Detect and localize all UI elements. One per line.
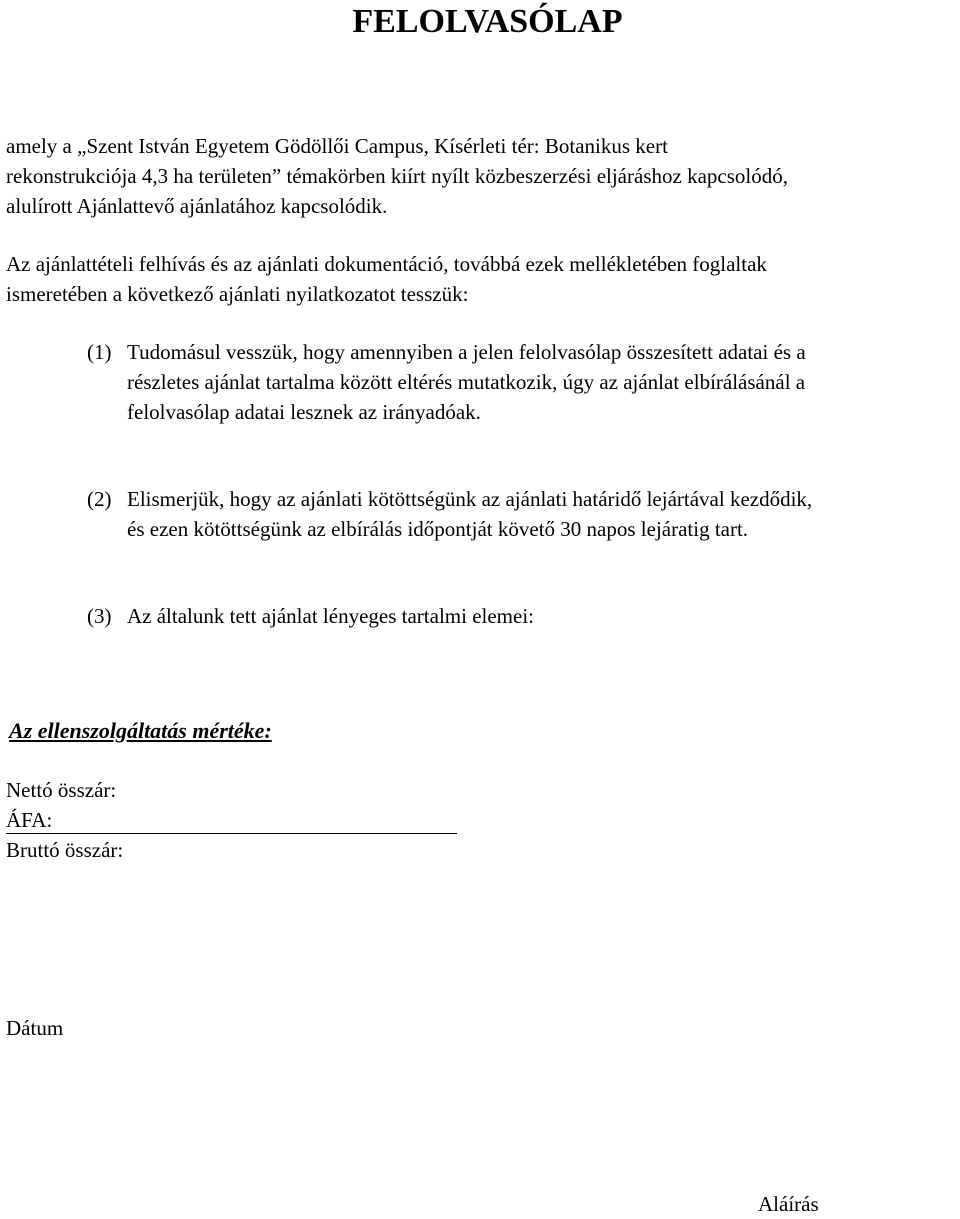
- item-text: [127, 337, 960, 427]
- item-number: (1): [87, 340, 112, 364]
- document-title: FELOLVASÓLAP: [352, 3, 623, 40]
- item-line: részletes ajánlat tartalma között eltérés mutatkozik, úgy az ajánlat elbírálásánál a: [127, 370, 806, 394]
- statement-paragraph: [6, 249, 767, 309]
- intro-line: rekonstrukciója 4,3 ha területen” témakörben kiírt nyílt közbeszerzési eljáráshoz kapcsolódó,: [6, 164, 788, 188]
- item-line: felolvasólap adatai lesznek az irányadóak.: [127, 400, 481, 424]
- item-line: és ezen kötöttségünk az elbírálás időpontját követő 30 napos lejáratig tart.: [127, 517, 749, 541]
- item-line: Az általunk tett ajánlat lényeges tartalmi elemei:: [127, 604, 534, 628]
- item-number: (3): [87, 604, 112, 628]
- date-label: Dátum: [6, 1016, 64, 1040]
- intro-line: alulírott Ajánlattevő ajánlatához kapcsolódik.: [6, 194, 388, 218]
- intro-line: amely a „Szent István Egyetem Gödöllői Campus, Kísérleti tér: Botanikus kert: [6, 134, 668, 158]
- item-text: [127, 601, 960, 631]
- signature-label: Aláírás: [758, 1192, 819, 1216]
- gross-price-label: Bruttó összár:: [6, 838, 124, 862]
- consideration-heading: Az ellenszolgáltatás mértéke:: [9, 718, 272, 743]
- net-price-label: Nettó összár:: [6, 778, 117, 802]
- item-line: Elismerjük, hogy az ajánlati kötöttségünk az ajánlati határidő lejártával kezdődik,: [127, 487, 813, 511]
- vat-underline: [6, 807, 457, 834]
- item-line: Tudomásul vesszük, hogy amennyiben a jelen felolvasólap összesített adatai és a: [127, 340, 806, 364]
- statement-line: Az ajánlattételi felhívás és az ajánlati dokumentáció, továbbá ezek mellékletében foglaltak: [6, 252, 767, 276]
- statement-line: ismeretében a következő ajánlati nyilatkozatot tesszük:: [6, 282, 469, 306]
- vat-field: [6, 805, 457, 835]
- item-text: [127, 484, 960, 544]
- vat-label: ÁFA:: [6, 808, 53, 832]
- item-number: (2): [87, 487, 112, 511]
- intro-paragraph: [6, 131, 788, 221]
